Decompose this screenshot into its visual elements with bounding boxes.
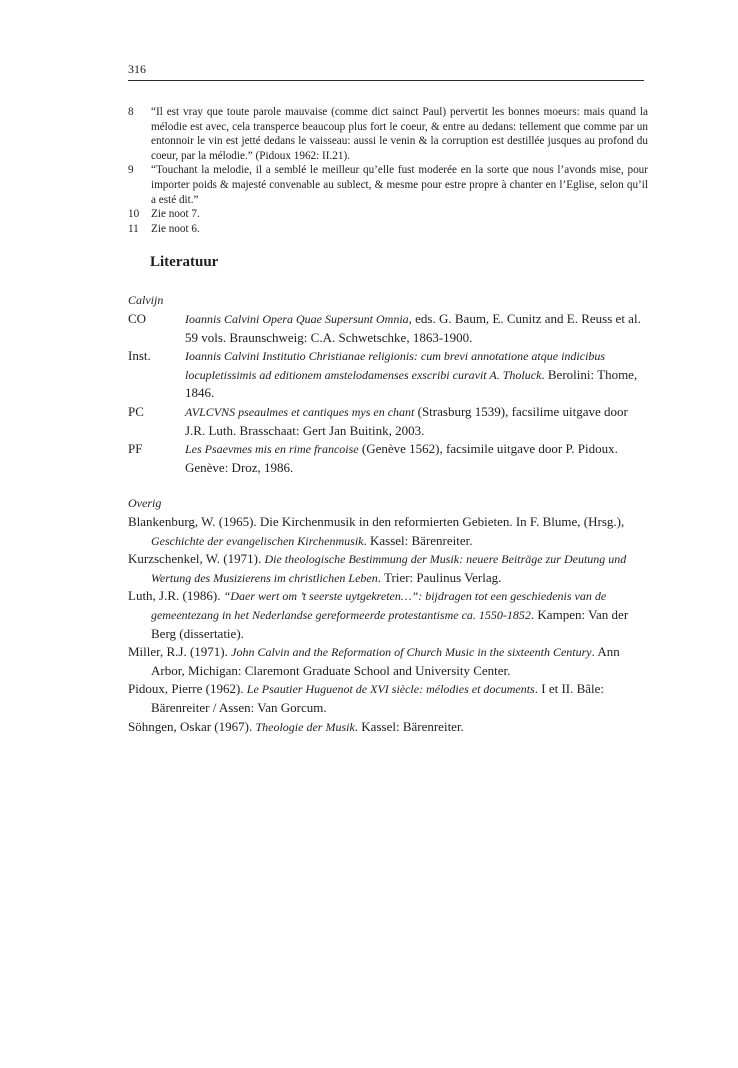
- reference-body: [185, 310, 644, 347]
- endnote-number: 10: [128, 208, 140, 221]
- header-rule: [128, 80, 644, 81]
- endnote-number: 11: [128, 222, 139, 235]
- endnote-number: 9: [128, 164, 134, 177]
- calvin-reference: [128, 440, 644, 477]
- entry-publisher: . Kampen: Van der Berg (dissertatie).: [151, 606, 629, 641]
- reference-title: AVLCVNS pseaulmes et cantiques mys en chant: [185, 404, 415, 419]
- entry-publisher: . I et II. Bâle: Bärenreiter / Assen: Van Gorcum.: [151, 681, 605, 715]
- reference-title: Les Psaevmes mis en rime francoise: [185, 442, 359, 457]
- endnote-text: Zie noot 6.: [151, 222, 200, 235]
- entry-author-year: Kurzschenkel, W. (1971).: [128, 551, 265, 567]
- entry-publisher: . Ann Arbor, Michigan: Claremont Graduate School and University Center.: [151, 644, 620, 678]
- reference-body: [185, 347, 644, 403]
- entry-author-year: Söhngen, Oskar (1967).: [128, 718, 256, 734]
- entry-publisher: . Kassel: Bärenreiter.: [363, 532, 473, 548]
- reference-title: Ioannis Calvini Institutio Christianae religionis: cum brevi annotatione atque indicibus locupletissimis ad editionem amstelodamenses exscribi curavit A. Tholuck: [185, 349, 606, 382]
- reference-title: Ioannis Calvini Opera Quae Supersunt Omnia: [185, 312, 409, 326]
- calvin-reference: [128, 347, 644, 403]
- entry-title: John Calvin and the Reformation of Church Music in the sixteenth Century: [231, 645, 592, 660]
- endnote-text: “Il est vray que toute parole mauvaise (comme dict sainct Paul) pervertit les bonnes moeurs: mais quand la mélodie est avec, cela transperce beaucoup plus fort le coeur, & entre au dedans: tellement que comme par un entonnoir le vin est jetté dedans le vaisseau: aussi le venin & la corruption est destillée jusques au profond du coeur, par la mélodie.” (Pidoux 1962: II.21).: [151, 106, 648, 162]
- reference-details: (Strasburg 1539), facsilime uitgave door J.R. Luth. Brasschaat: Gert Jan Buitink, 2003.: [185, 403, 628, 438]
- reference-body: [185, 403, 644, 440]
- endnote-text: “Touchant la melodie, il a semblé le meilleur qu’elle fust moderée en la sorte que nous l’avonds mise, pour importer poids & majesté convenable au sublect, & mesme pour estre propre à chanter en l’Eglise, selon qu’il a esté dit.”: [151, 164, 648, 206]
- reference-abbreviation: Inst.: [128, 348, 151, 364]
- entry-title: Die theologische Bestimmung der Musik: neuere Beiträge zur Deutung und Wertung des Musizierens im christlichen Leben: [151, 552, 627, 585]
- calvin-reference: [128, 403, 644, 440]
- other-references: [128, 513, 644, 736]
- reference-abbreviation: PF: [128, 441, 143, 457]
- reference-details: . Berolini: Thome, 1846.: [185, 366, 638, 401]
- reference-details: , eds. G. Baum, E. Cunitz and E. Reuss et al. 59 vols. Braunschweig: C.A. Schwetschke, 1863-1900.: [185, 311, 641, 345]
- bibliography-entry: [128, 513, 644, 550]
- entry-author-year: Miller, R.J. (1971).: [128, 644, 232, 660]
- reference-body: [185, 440, 644, 477]
- endnote: [128, 105, 648, 163]
- entry-title: Le Psautier Huguenot de XVI siècle: mélodies et documents: [246, 682, 535, 697]
- entry-title: “Daer wert om ’t seerste uytgekreten…”: bijdragen tot een geschiedenis van de gemeentezang in het Nederlandse gereformeerde protestantisme ca. 1550-1852: [151, 589, 607, 622]
- entry-title: Geschichte der evangelischen Kirchenmusik: [151, 533, 364, 548]
- page-number: 316: [128, 62, 146, 76]
- calvin-references: [128, 310, 644, 477]
- entry-publisher: . Kassel: Bärenreiter.: [354, 718, 464, 734]
- entry-author-year: Pidoux, Pierre (1962).: [128, 681, 247, 697]
- bibliography-entry: [128, 587, 644, 643]
- endnote-text: Zie noot 7.: [151, 208, 200, 221]
- bibliography-entry: [128, 718, 644, 737]
- endnote: [128, 222, 648, 237]
- entry-publisher: . Trier: Paulinus Verlag.: [377, 569, 502, 585]
- reference-abbreviation: CO: [128, 311, 147, 326]
- endnote: [128, 163, 648, 207]
- literature-heading: Literatuur: [150, 254, 219, 270]
- entry-author-year: Luth, J.R. (1986).: [128, 588, 224, 604]
- reference-abbreviation: PC: [128, 403, 144, 419]
- calvin-section-label: Calvijn: [128, 293, 164, 307]
- entry-author-year: Blankenburg, W. (1965). Die Kirchenmusik in den reformierten Gebieten. In F. Blume, (Hrsg.),: [128, 514, 625, 529]
- endnote: [128, 207, 648, 222]
- bibliography-entry: [128, 550, 644, 587]
- endnotes: [128, 105, 648, 236]
- bibliography-entry: [128, 680, 644, 717]
- endnote-number: 8: [128, 106, 134, 118]
- entry-title: Theologie der Musik: [255, 719, 355, 734]
- bibliography-entry: [128, 643, 644, 680]
- other-section-label: Overig: [128, 496, 162, 510]
- calvin-reference: [128, 310, 644, 347]
- reference-details: (Genève 1562), facsimile uitgave door P. Pidoux. Genève: Droz, 1986.: [185, 441, 618, 475]
